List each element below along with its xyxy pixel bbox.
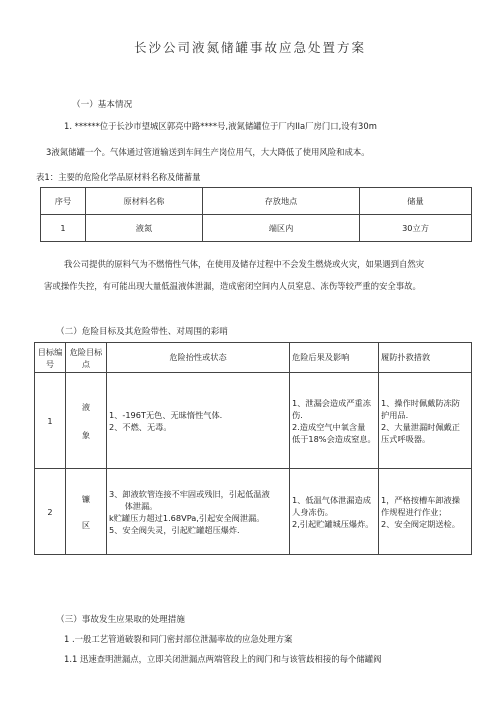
- target-char: 镰: [81, 493, 91, 504]
- cell-line: 压式呼吸器。: [381, 433, 431, 444]
- table2-state-cell: [107, 373, 290, 469]
- header-line: 号: [45, 358, 55, 369]
- table2-header-cell: 危险后果及影响: [290, 343, 379, 373]
- table2-header-cell: [35, 343, 66, 373]
- table1-header-cell: 序号: [41, 188, 86, 215]
- cell-line: 人身冻伤。: [292, 506, 333, 517]
- table2-measures-cell: [379, 469, 472, 555]
- table1-header-cell: 存放地点: [203, 188, 360, 215]
- table2-num-cell: 1: [35, 373, 66, 469]
- cell-line: 2、不燃、无毒。: [109, 421, 172, 432]
- section3-heading: （三）事故发生应果取的处理措施: [56, 615, 185, 625]
- table2-target-cell: [66, 373, 107, 469]
- table1-caption: 表1：主要的危险化学品原材料名称及储蓄量: [36, 172, 201, 182]
- table2-consequence-cell: [290, 373, 379, 469]
- cell-line: 1、低温气体泄漏造成: [292, 494, 371, 505]
- table1-cell: 30立方: [360, 215, 472, 242]
- table2-header-cell: 履防扑救措敦: [379, 343, 472, 373]
- cell-line: 3、卸液软管连接不牢固或残旧，引起低温液: [109, 488, 270, 499]
- table1-cell: 1: [41, 215, 86, 242]
- table2-consequence-cell: [290, 469, 379, 555]
- para2-line1: 我公司提供的原料气为不燃惰性气体，在使用及储存过程中不会发生燃烧或火灾，如果遇到自然灾: [64, 259, 425, 269]
- header-line: 目标编: [37, 346, 63, 357]
- cell-line: 1，严格按槽车卸液操: [381, 494, 460, 505]
- page-title: 长沙公司液氮储罐事故应急处置方案: [133, 40, 366, 55]
- cell-line: 作规程进行作业；: [381, 506, 447, 517]
- table2-target-cell: [66, 469, 107, 555]
- table1-cell: 液氮: [86, 215, 203, 242]
- cell-line: 伤.: [292, 409, 303, 420]
- cell-line: 2、大量泄漏时佩戴正: [381, 421, 460, 432]
- table2-measures-cell: [379, 373, 472, 469]
- table2-header-row: [35, 343, 472, 373]
- section3-item1-1: 1.1 迅速查明泄漏点，立即关闭泄漏点两端管段上的阀门和与该管歧相接的每个储罐阀: [64, 654, 382, 664]
- target-char: 区: [81, 519, 91, 530]
- section1-heading: （一）基本情况: [72, 100, 133, 110]
- table2-header-cell: [66, 343, 107, 373]
- table-row: [35, 469, 472, 555]
- table2-header-cell: 危险抬性或状态: [107, 343, 290, 373]
- para2-line2: 害或操作失控，有可能出现大量低温液体泄漏，造成密闭空间内人员窒息、冻伤等较严重的安全事故。: [44, 281, 421, 291]
- table-row: [41, 215, 472, 242]
- table1-header-cell: 原材料名称: [86, 188, 203, 215]
- cell-line: 2,引起贮罐城压爆炸。: [292, 518, 374, 529]
- section2-heading: （二）危险目标及其危险带性、对周围的彩哨: [56, 327, 228, 337]
- cell-line: 5、安全阀失灵，引起贮罐超压爆炸.: [109, 524, 240, 535]
- table1: [40, 187, 472, 242]
- cell-line: 低于18%会造成窒息。: [292, 433, 376, 444]
- header-line: 点: [81, 358, 91, 369]
- table-row: [35, 373, 472, 469]
- section1-line1: 1. ******位于长沙市望城区郭亮中路****号,液氮储罐位于厂内IIa厂房门口,设有30m: [64, 121, 377, 131]
- table1-header-cell: 储量: [360, 188, 472, 215]
- cell-line: 1、-196T无色、无昧惰性气体.: [109, 409, 223, 420]
- table1-header-row: [41, 188, 472, 215]
- table2-num-cell: 2: [35, 469, 66, 555]
- table2: [34, 342, 472, 555]
- target-char: 液: [81, 401, 91, 412]
- target-char: 象: [81, 429, 91, 440]
- header-line: 危险目标: [69, 346, 103, 357]
- cell-line: 体泄漏。: [109, 500, 158, 511]
- cell-line: 1、操作时佩戴防冻防: [381, 397, 460, 408]
- section3-item1: 1 .一般工艺管道破裂和同门密封部位泄漏率故的应急处理方案: [64, 634, 293, 644]
- cell-line: 护用品.: [381, 409, 409, 420]
- cell-line: 1、泄漏会造成严重冻: [292, 397, 371, 408]
- cell-line: k贮罐压力超过1.68VPa,引起安全阀泄漏。: [109, 512, 265, 523]
- cell-line: 2、安全阀定期送检。: [381, 518, 460, 529]
- cell-line: 2.造成空气中氧含量: [292, 421, 366, 432]
- table2-state-cell: [107, 469, 290, 555]
- table1-cell: 端区内: [203, 215, 360, 242]
- section1-line2: 3液氮储罐一个。气体通过管道输送到车间生产岗位用气，大大降低了使用风险和成本。: [46, 147, 370, 157]
